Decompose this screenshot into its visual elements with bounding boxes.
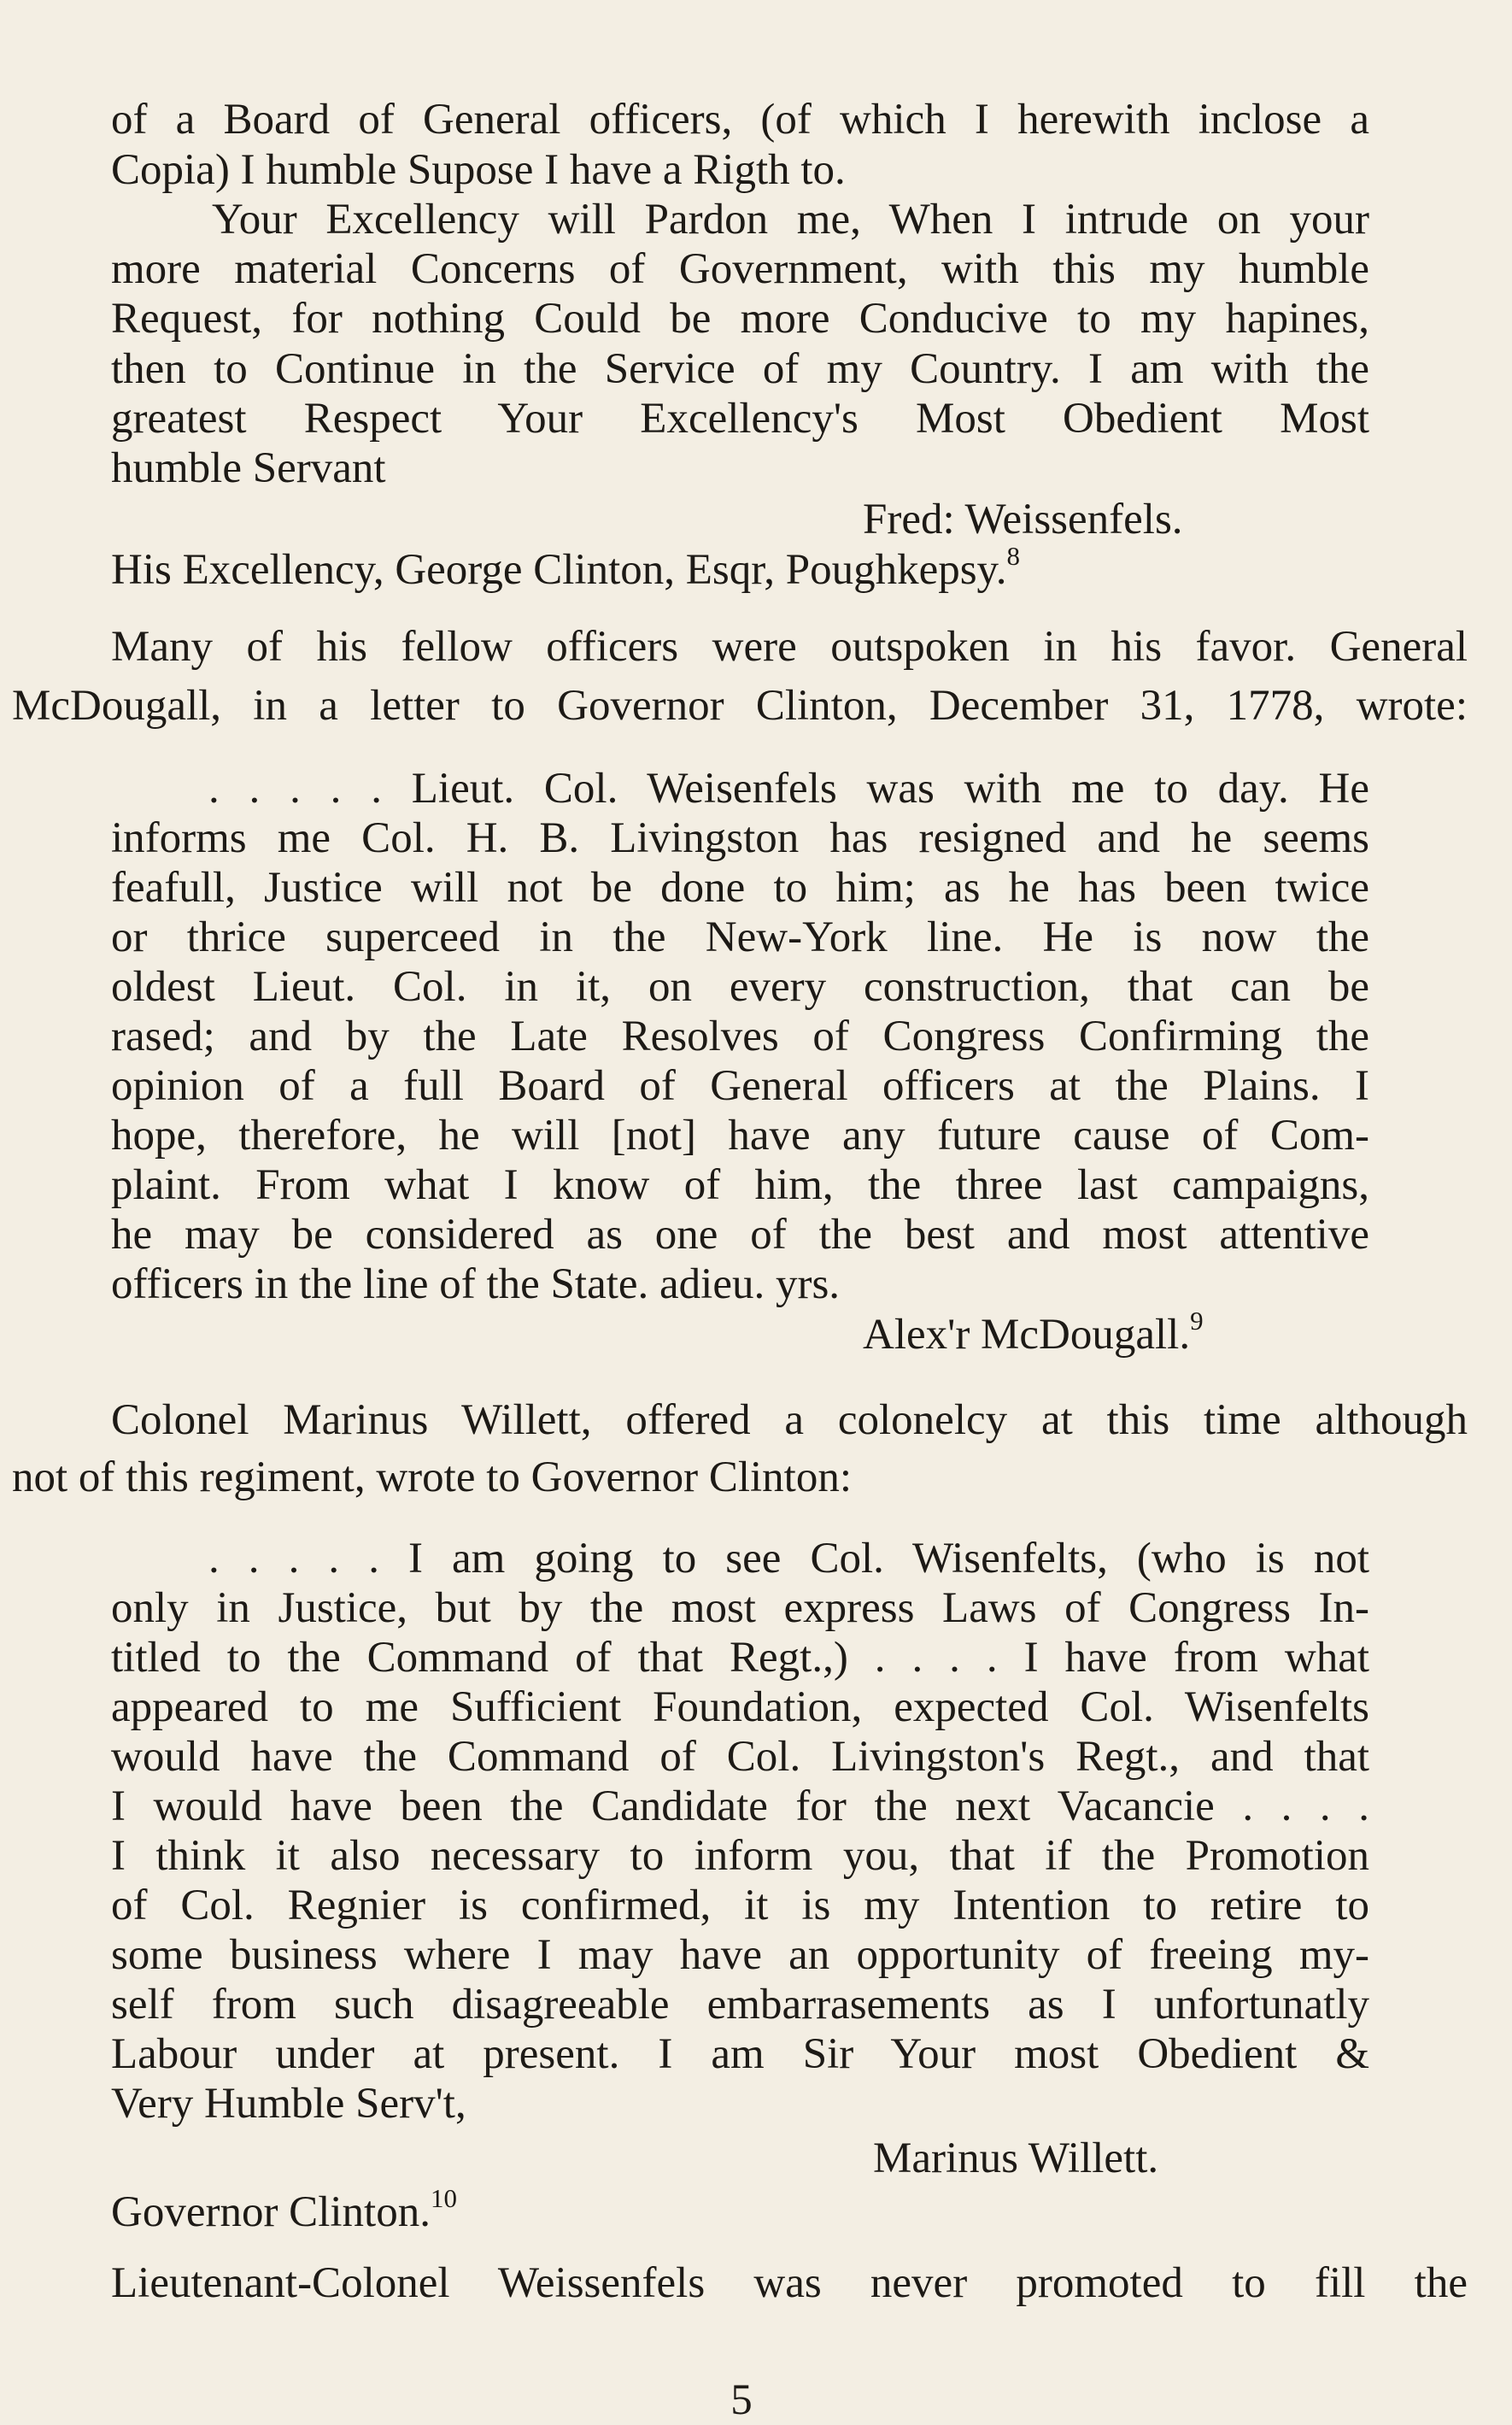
letter1-line-7: greatest Respect Your Excellency's Most Obedient Most xyxy=(111,395,1369,443)
letter2-line-8: hope, therefore, he will [not] have any future cause of Com- xyxy=(111,1112,1369,1160)
letter1-line-2: Copia) I humble Supose I have a Rigth to. xyxy=(111,146,846,194)
para1-line-2: McDougall, in a letter to Governor Clinton, December 31, 1778, wrote: xyxy=(12,682,1468,730)
letter3-line-12: Very Humble Serv't, xyxy=(111,2080,466,2128)
letter2-line-4: or thrice superceed in the New-York line. He is now the xyxy=(111,913,1369,961)
letter2-line-2: informs me Col. H. B. Livingston has resigned and he seems xyxy=(111,814,1369,862)
letter3-address-text: Governor Clinton. xyxy=(111,2188,431,2236)
letter1-line-6: then to Continue in the Service of my Country. I am with the xyxy=(111,345,1369,393)
letter3-line-1: . . . . . I am going to see Col. Wisenfelts, (who is not xyxy=(208,1535,1369,1582)
letter2-line-9: plaint. From what I know of him, the three last campaigns, xyxy=(111,1161,1369,1209)
para2-line-2: not of this regiment, wrote to Governor Clinton: xyxy=(12,1453,853,1501)
para1-line-1: Many of his fellow officers were outspoken in his favor. General xyxy=(111,623,1468,671)
page-number-text: 5 xyxy=(730,2376,753,2424)
letter1-signature: Fred: Weissenfels. xyxy=(863,496,1183,543)
letter1-address-text: His Excellency, George Clinton, Esqr, Poughkepsy. xyxy=(111,546,1007,594)
letter2-line-6: rased; and by the Late Resolves of Congress Confirming the xyxy=(111,1013,1369,1060)
letter1-line-4: more material Concerns of Government, with this my humble xyxy=(111,245,1369,293)
letter3-address xyxy=(111,2183,457,2237)
letter2-line-7: opinion of a full Board of General officers at the Plains. I xyxy=(111,1062,1369,1110)
letter3-line-2: only in Justice, but by the most express Laws of Congress In- xyxy=(111,1584,1369,1632)
letter3-line-5: would have the Command of Col. Livingston's Regt., and that xyxy=(111,1733,1369,1781)
letter2-line-1: . . . . . Lieut. Col. Weisenfels was with me to day. He xyxy=(208,765,1369,813)
letter3-line-3: titled to the Command of that Regt.,) . . . . I have from what xyxy=(111,1634,1369,1682)
letter2-line-11: officers in the line of the State. adieu. yrs. xyxy=(111,1260,841,1308)
letter2-line-5: oldest Lieut. Col. in it, on every construction, that can be xyxy=(111,963,1369,1011)
letter1-line-8: humble Servant xyxy=(111,444,386,492)
letter2-signature xyxy=(863,1306,1204,1359)
footnote-ref-10: 10 xyxy=(430,2183,457,2213)
letter1-line-5: Request, for nothing Could be more Conducive to my hapines, xyxy=(111,295,1369,343)
letter2-signature-text: Alex'r McDougall. xyxy=(863,1311,1191,1359)
letter3-line-6: I would have been the Candidate for the next Vacancie . . . . xyxy=(111,1782,1369,1830)
page-number xyxy=(716,2375,767,2424)
letter2-line-10: he may be considered as one of the best and most attentive xyxy=(111,1211,1369,1259)
letter1-line-3: Your Excellency will Pardon me, When I intrude on your xyxy=(212,196,1369,244)
letter3-line-9: some business where I may have an opportunity of freeing my- xyxy=(111,1931,1369,1979)
letter3-line-4: appeared to me Sufficient Foundation, expected Col. Wisenfelts xyxy=(111,1683,1369,1731)
letter3-line-11: Labour under at present. I am Sir Your most Obedient & xyxy=(111,2030,1369,2078)
letter3-line-10: self from such disagreeable embarrasements as I unfortunatly xyxy=(111,1981,1369,2029)
letter1-address xyxy=(111,541,1020,595)
letter3-line-7: I think it also necessary to inform you, that if the Promotion xyxy=(111,1832,1369,1880)
letter3-line-8: of Col. Regnier is confirmed, it is my Intention to retire to xyxy=(111,1882,1369,1929)
para3-line-1: Lieutenant-Colonel Weissenfels was never promoted to fill the xyxy=(111,2259,1468,2307)
footnote-ref-8: 8 xyxy=(1006,541,1020,571)
letter2-line-3: feafull, Justice will not be done to him; as he has been twice xyxy=(111,864,1369,912)
letter3-signature: Marinus Willett. xyxy=(873,2134,1159,2182)
letter1-line-1: of a Board of General officers, (of which I herewith inclose a xyxy=(111,96,1369,144)
footnote-ref-9: 9 xyxy=(1190,1306,1204,1336)
para2-line-1: Colonel Marinus Willett, offered a colonelcy at this time although xyxy=(111,1396,1468,1444)
